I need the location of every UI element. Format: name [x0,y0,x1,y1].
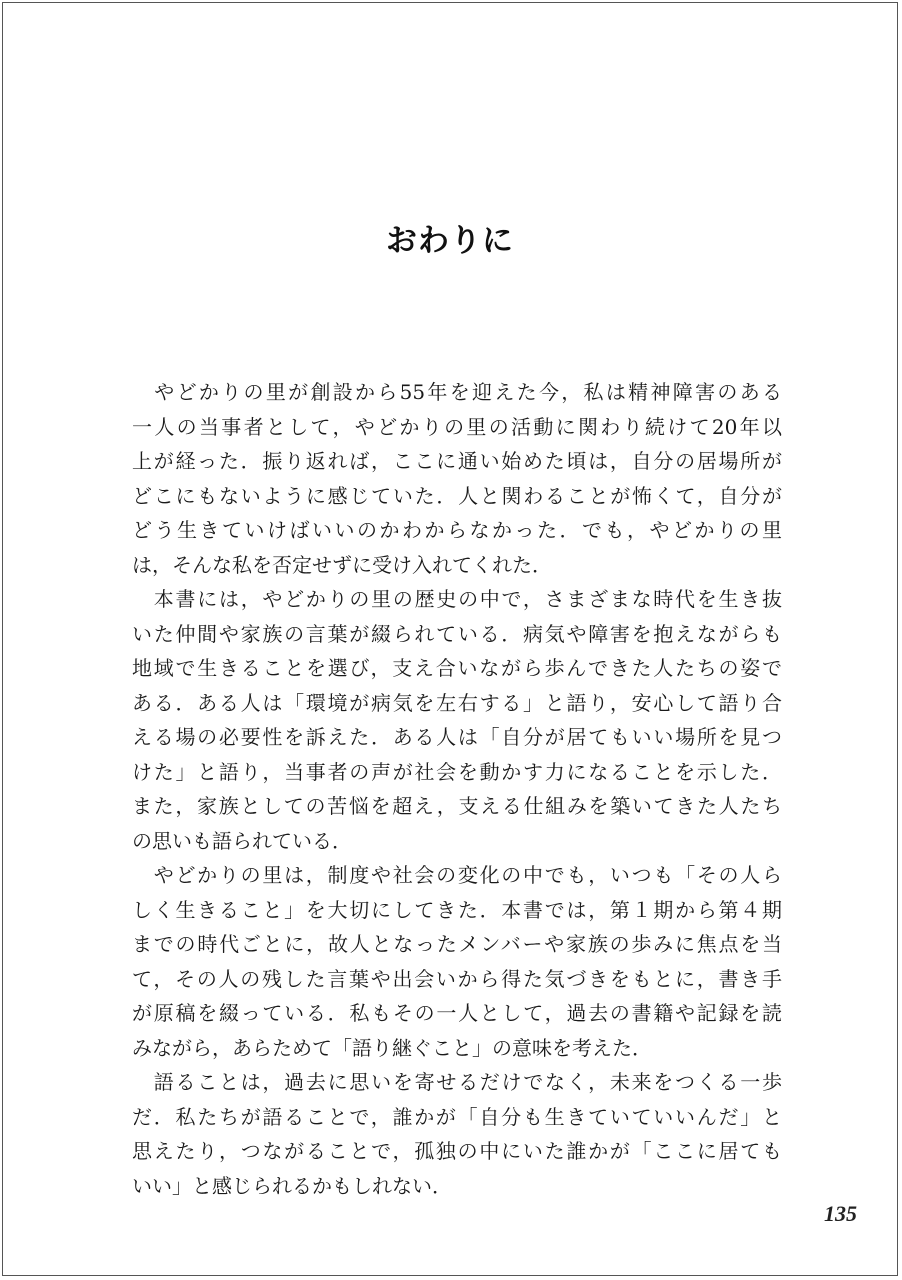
text-line: また，家族としての苦悩を超え，支える仕組みを築いてきた人たち [132,794,782,818]
text-line: 上が経った．振り返れば，ここに通い始めた頃は，自分の居場所が [132,449,782,473]
text-line: だ．私たちが語ることで，誰かが「自分も生きていていいんだ」と [132,1104,782,1129]
text-line: 思えたり，つながることで，孤独の中にいた誰かが「ここに居ても [132,1139,782,1163]
text-line: やどかりの里は，制度や社会の変化の中でも，いつも「その人ら [132,863,782,887]
text-line: える場の必要性を訴えた．ある人は「自分が居てもいい場所を見つ [132,725,782,749]
text-line: どう生きていけばいいのかわからなかった．でも，やどかりの里 [132,518,782,542]
text-line: みながら，あらためて「語り継ぐこと」の意味を考えた． [132,1035,652,1060]
text-line: いた仲間や家族の言葉が綴られている．病気や障害を抱えながらも [132,621,782,646]
text-line: 本書には，やどかりの里の歴史の中で，さまざまな時代を生き抜 [132,587,782,611]
text-line: やどかりの里が創設から55年を迎えた今，私は精神障害のある [132,380,782,404]
text-line: 一人の当事者として，やどかりの里の活動に関わり続けて20年以 [132,414,782,439]
text-line: 語ることは，過去に思いを寄せるだけでなく，未来をつくる一歩 [132,1070,782,1094]
text-line: しく生きること」を大切にしてきた．本書では，第１期から第４期 [132,897,782,922]
body-text [132,375,782,1203]
text-line: は，そんな私を否定せずに受け入れてくれた． [132,552,552,577]
chapter-heading: おわりに [386,223,514,259]
text-line: どこにもないように感じていた．人と関わることが怖くて，自分が [132,483,782,508]
text-line: の思いも語られている． [132,828,352,853]
text-line: て，その人の残した言葉や出会いから得た気づきをもとに，書き手 [132,966,782,991]
text-line: までの時代ごとに，故人となったメンバーや家族の歩みに焦点を当 [132,932,782,956]
text-line: けた」と語り，当事者の声が社会を動かす力になることを示した． [132,759,782,784]
text-line: いい」と感じられるかもしれない． [132,1173,452,1198]
text-line: ある．ある人は「環境が病気を左右する」と語り，安心して語り合 [132,690,782,715]
page-number: 135 [824,1201,857,1226]
text-line: が原稿を綴っている．私もその一人として，過去の書籍や記録を読 [132,1001,782,1025]
text-line: 地域で生きることを選び，支え合いながら歩んできた人たちの姿で [132,656,782,680]
book-page [2,2,898,1276]
